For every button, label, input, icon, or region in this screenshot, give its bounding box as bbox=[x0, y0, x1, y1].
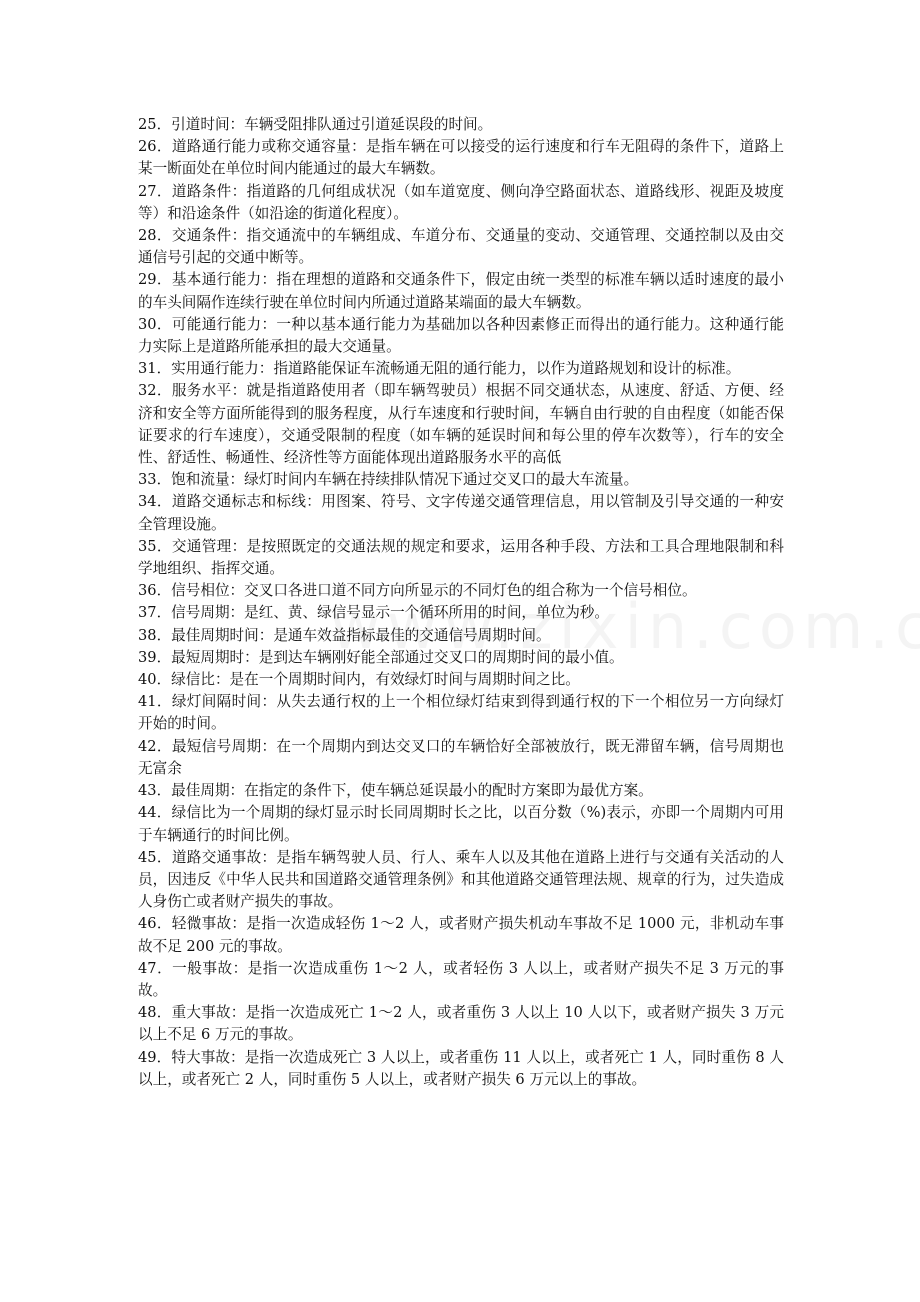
entry-38: 38．最佳周期时间：是通车效益指标最佳的交通信号周期时间。 bbox=[138, 626, 551, 644]
entry-44: 44．绿信比为一个周期的绿灯显示时长同周期时长之比，以百分数（%)表示，亦即一个周期内可用于车辆通行的时间比例。 bbox=[138, 804, 784, 844]
entry-40: 40．绿信比：是在一个周期时间内，有效绿灯时间与周期时间之比。 bbox=[138, 671, 580, 689]
entry-32: 32．服务水平：就是指道路使用者（即车辆驾驶员）根据不同交通状态，从速度、舒适、方便、经济和安全等方面所能得到的服务程度，从行车速度和行驶时间，车辆自由行驶的自由程度（如能否保证要求的行车速度），交通受限制的程度（如车辆的延误时间和每公里的停车次数等），行车的安全性、舒适性、畅通性、经济性等方面能体现出道路服务水平的高低 bbox=[138, 382, 784, 467]
entry-34: 34．道路交通标志和标线：用图案、符号、文字传递交通管理信息，用以管制及引导交通的一种安全管理设施。 bbox=[138, 493, 784, 533]
entry-42: 42．最短信号周期：在一个周期内到达交叉口的车辆恰好全部被放行，既无滞留车辆，信号周期也无富余 bbox=[138, 737, 784, 777]
document-body bbox=[138, 114, 784, 1091]
entry-37: 37．信号周期：是红、黄、绿信号显示一个循环所用的时间，单位为秒。 bbox=[138, 604, 609, 622]
entry-41: 41．绿灯间隔时间：从失去通行权的上一个相位绿灯结束到得到通行权的下一个相位另一方向绿灯开始的时间。 bbox=[138, 693, 784, 733]
entry-39: 39．最短周期时：是到达车辆刚好能全部通过交叉口的周期时间的最小值。 bbox=[138, 648, 624, 666]
entry-27: 27．道路条件：指道路的几何组成状况（如车道宽度、侧向净空路面状态、道路线形、视距及坡度等）和沿途条件（如沿途的街道化程度）。 bbox=[138, 182, 784, 222]
entry-48: 48．重大事故：是指一次造成死亡 1～2 人，或者重伤 3 人以上 10 人以下，或者财产损失 3 万元以上不足 6 万元的事故。 bbox=[138, 1004, 784, 1044]
entry-29: 29．基本通行能力：指在理想的道路和交通条件下，假定由统一类型的标准车辆以适时速度的最小的车头间隔作连续行驶在单位时间内所通过道路某端面的最大车辆数。 bbox=[138, 271, 784, 311]
entry-47: 47．一般事故：是指一次造成重伤 1～2 人，或者轻伤 3 人以上，或者财产损失不足 3 万元的事故。 bbox=[138, 959, 784, 999]
entry-26: 26．道路通行能力或称交通容量：是指车辆在可以接受的运行速度和行车无阻碍的条件下，道路上某一断面处在单位时间内能通过的最大车辆数。 bbox=[138, 138, 784, 178]
entry-25: 25．引道时间：车辆受阻排队通过引道延误段的时间。 bbox=[138, 116, 493, 133]
entry-49: 49．特大事故：是指一次造成死亡 3 人以上，或者重伤 11 人以上，或者死亡 1 人，同时重伤 8 人以上，或者死亡 2 人，同时重伤 5 人以上，或者财产损失 6 万元以上的事故。 bbox=[138, 1048, 784, 1088]
entry-45: 45．道路交通事故：是指车辆驾驶人员、行人、乘车人以及其他在道路上进行与交通有关活动的人员，因违反《中华人民共和国道路交通管理条例》和其他道路交通管理法规、规章的行为，过失造成人身伤亡或者财产损失的事故。 bbox=[138, 848, 784, 911]
entry-43: 43．最佳周期：在指定的条件下，使车辆总延误最小的配时方案即为最优方案。 bbox=[138, 782, 653, 800]
entry-30: 30．可能通行能力：一种以基本通行能力为基础加以各种因素修正而得出的通行能力。这种通行能力实际上是道路所能承担的最大交通量。 bbox=[138, 315, 784, 356]
entry-35: 35．交通管理：是按照既定的交通法规的规定和要求，运用各种手段、方法和工具合理地限制和科学地组织、指挥交通。 bbox=[138, 537, 784, 578]
entry-28: 28．交通条件：指交通流中的车辆组成、车道分布、交通量的变动、交通管理、交通控制以及由交通信号引起的交通中断等。 bbox=[138, 227, 784, 267]
entry-33: 33．饱和流量：绿灯时间内车辆在持续排队情况下通过交叉口的最大车流量。 bbox=[138, 471, 639, 489]
entry-46: 46．轻微事故：是指一次造成轻伤 1～2 人，或者财产损失机动车事故不足 1000 元，非机动车事故不足 200 元的事故。 bbox=[138, 915, 784, 955]
entry-36: 36．信号相位：交叉口各进口道不同方向所显示的不同灯色的组合称为一个信号相位。 bbox=[138, 582, 697, 600]
entry-31: 31．实用通行能力：指道路能保证车流畅通无阻的通行能力，以作为道路规划和设计的标准。 bbox=[138, 360, 741, 378]
